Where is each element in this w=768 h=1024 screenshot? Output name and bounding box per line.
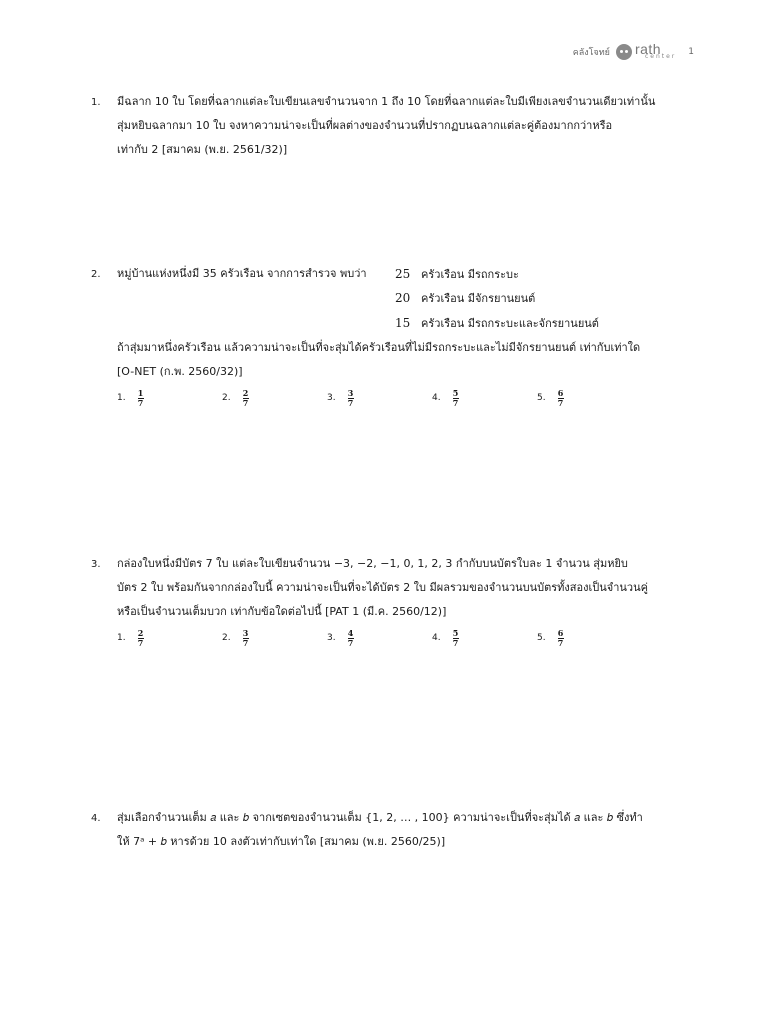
choice-4[interactable]: 4. $\frac{5}{7}$	[432, 627, 459, 648]
question-line: สุ่มหยิบฉลากมา 10 ใบ จงหาความน่าจะเป็นที่ผลต่างของจำนวนที่ปรากฏบนฉลากแต่ละคู่ต้องมากกว่าหรือ	[117, 119, 613, 132]
question-line: ให้ 7ᵃ + 𝑏 หารด้วย 10 ลงตัวเท่ากับเท่าใด [สมาคม (พ.ย. 2560/25)]	[117, 835, 446, 848]
question-3	[91, 552, 691, 652]
survey-row: 25 ครัวเรือน มีรถกระบะ	[395, 267, 519, 281]
logo-circle-icon	[616, 44, 632, 60]
question-line: ถ้าสุ่มมาหนึ่งครัวเรือน แล้วความน่าจะเป็นที่จะสุ่มได้ครัวเรือนที่ไม่มีรถกระบะและไม่มีจักรยานยนต์ เท่ากับเท่าใด	[117, 341, 641, 354]
question-number: 2.	[91, 269, 101, 280]
logo-sub-text: center	[644, 53, 677, 61]
choice-3[interactable]: 3. $\frac{4}{7}$	[327, 627, 354, 648]
fraction: $\frac{5}{7}$	[452, 627, 459, 648]
survey-row: 20 ครัวเรือน มีจักรยานยนต์	[395, 291, 536, 305]
question-line: สุ่มเลือกจำนวนเต็ม 𝑎 และ 𝑏 จากเซตของจำนวนเต็ม {1, 2, … , 100} ความน่าจะเป็นที่จะสุ่มได้ 𝑎 และ 𝑏 ซึ่งทำ	[117, 811, 643, 824]
fraction: $\frac{2}{7}$	[242, 387, 249, 408]
fraction: $\frac{4}{7}$	[347, 627, 354, 648]
page-number: 1	[688, 47, 694, 57]
fraction: $\frac{3}{7}$	[242, 627, 249, 648]
choice-1[interactable]: 1. $\frac{2}{7}$	[117, 627, 144, 648]
question-2	[91, 262, 691, 412]
answer-choices	[117, 624, 691, 652]
question-line: เท่ากับ 2 [สมาคม (พ.ย. 2561/32)]	[117, 143, 288, 156]
choice-2[interactable]: 2. $\frac{2}{7}$	[222, 387, 249, 408]
choice-3[interactable]: 3. $\frac{3}{7}$	[327, 387, 354, 408]
question-number: 3.	[91, 559, 101, 570]
question-1	[91, 90, 691, 162]
question-number: 1.	[91, 97, 101, 108]
choice-4[interactable]: 4. $\frac{5}{7}$	[432, 387, 459, 408]
fraction: $\frac{5}{7}$	[452, 387, 459, 408]
rath-center-logo	[616, 41, 677, 61]
survey-row: 15 ครัวเรือน มีรถกระบะและจักรยานยนต์	[395, 316, 599, 330]
question-line: กล่องใบหนึ่งมีบัตร 7 ใบ แต่ละใบเขียนจำนวน −3, −2, −1, 0, 1, 2, 3 กำกับบนบัตรใบละ 1 จำนวน สุ่มหยิบ	[117, 557, 628, 570]
fraction: $\frac{3}{7}$	[347, 387, 354, 408]
question-line: บัตร 2 ใบ พร้อมกันจากกล่องใบนี้ ความน่าจะเป็นที่จะได้บัตร 2 ใบ มีผลรวมของจำนวนบนบัตรทั้งสองเป็นจำนวนคู่	[117, 581, 648, 594]
page-header	[572, 41, 694, 61]
logo-main-text: rath	[634, 41, 662, 57]
question-line: หมู่บ้านแห่งหนึ่งมี 35 ครัวเรือน จากการสำรวจ พบว่า	[117, 267, 367, 280]
fraction: $\frac{2}{7}$	[137, 627, 144, 648]
header-title: คลังโจทย์	[572, 48, 610, 58]
answer-choices	[117, 384, 691, 412]
question-4	[91, 806, 691, 854]
fraction: $\frac{1}{7}$	[137, 387, 144, 408]
fraction: $\frac{6}{7}$	[557, 627, 564, 648]
fraction: $\frac{6}{7}$	[557, 387, 564, 408]
choice-5[interactable]: 5. $\frac{6}{7}$	[537, 387, 564, 408]
choice-5[interactable]: 5. $\frac{6}{7}$	[537, 627, 564, 648]
choice-1[interactable]: 1. $\frac{1}{7}$	[117, 387, 144, 408]
question-source: [O-NET (ก.พ. 2560/32)]	[117, 365, 243, 378]
question-line: มีฉลาก 10 ใบ โดยที่ฉลากแต่ละใบเขียนเลขจำนวนจาก 1 ถึง 10 โดยที่ฉลากแต่ละใบมีเพียงเลขจำนวนเดียวเท่านั้น	[117, 95, 656, 108]
question-number: 4.	[91, 813, 101, 824]
choice-2[interactable]: 2. $\frac{3}{7}$	[222, 627, 249, 648]
question-line: หรือเป็นจำนวนเต็มบวก เท่ากับข้อใดต่อไปนี้ [PAT 1 (มี.ค. 2560/12)]	[117, 605, 447, 618]
